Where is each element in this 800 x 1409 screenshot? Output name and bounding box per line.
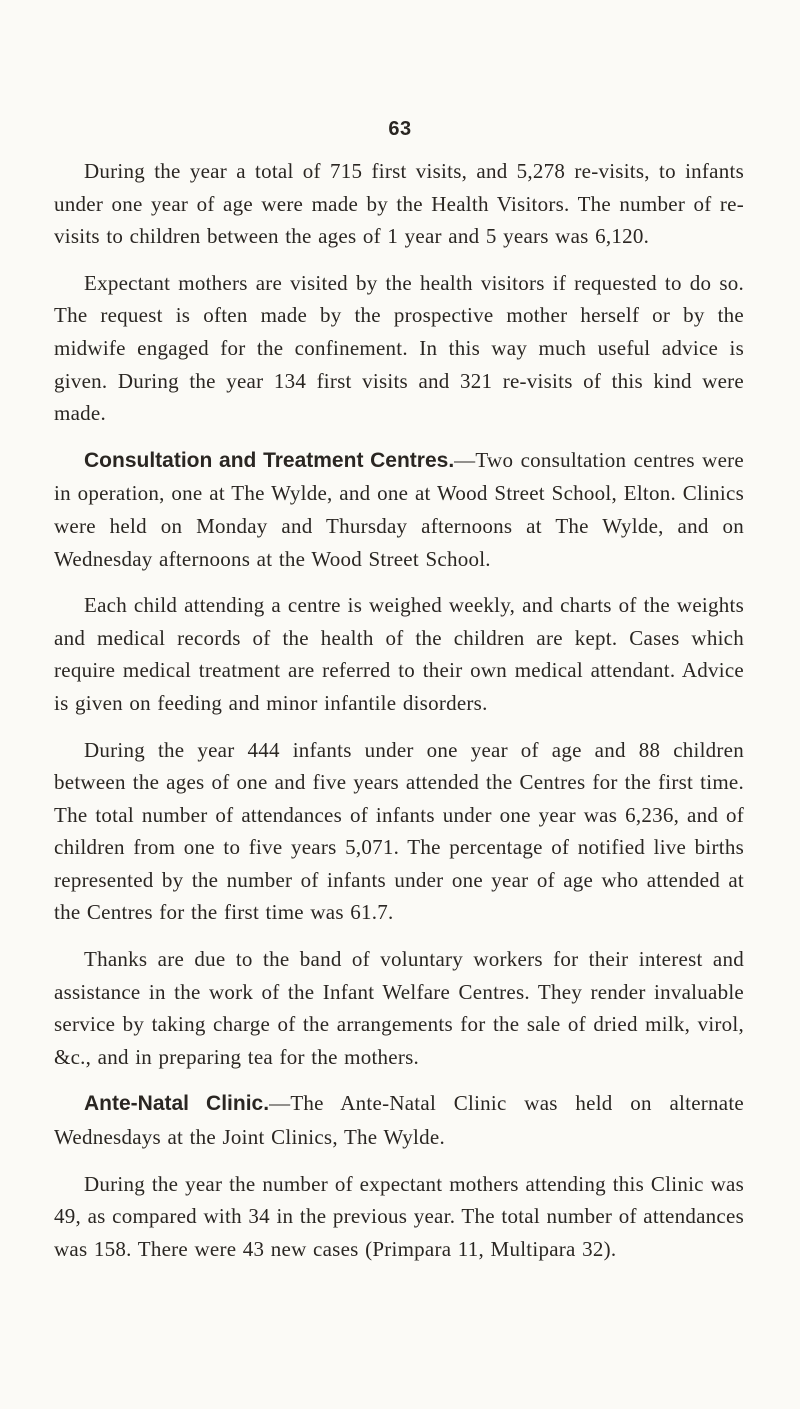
section-heading-ante-natal-clinic: Ante-Natal Clinic. — [84, 1092, 270, 1116]
body-text — [54, 155, 744, 1279]
paragraph-text: Each child attending a centre is weighed weekly, and charts of the weights and medical records of the health of the children are kept. Cases which require medical treatment are referred to their own medical attendant. Advice is given on feeding and minor infantile disorders. — [54, 593, 744, 715]
paragraph-ante-natal-attendance — [54, 1168, 744, 1266]
paragraph-text: —The Ante-Natal Clinic was held on alternate Wednesdays at the Joint Clinics, The Wylde. — [54, 1091, 744, 1150]
paragraph-expectant-mothers — [54, 267, 744, 430]
paragraph-voluntary-workers — [54, 943, 744, 1073]
paragraph-health-visitor-visits — [54, 155, 744, 253]
paragraph-text: Expectant mothers are visited by the health visitors if requested to do so. The request is often made by the prospective mother herself or by the midwife engaged for the confinement. In this way much useful advice is given. During the year 134 first visits and 321 re-visits of this kind were made. — [54, 270, 744, 426]
paragraph-ante-natal-clinic — [54, 1087, 744, 1153]
paragraph-attendance-figures — [54, 734, 744, 930]
paragraph-text: During the year the number of expectant mothers attending this Clinic was 49, as compared with 34 in the previous year. The total number of attendances was 158. There were 43 new cases (Primpara 11, Multipara 32). — [54, 1171, 744, 1261]
paragraph-text: During the year a total of 715 first visits, and 5,278 re-visits, to infants under one year of age were made by the Health Visitors. The number of re-visits to children between the ages of 1 year and 5 years was 6,120. — [54, 159, 744, 249]
paragraph-text: During the year 444 infants under one year of age and 88 children between the ages of one and five years attended the Centres for the first time. The total number of attendances of infants under one year was 6,236, and of children from one to five years 5,071. The percentage of notified live births represented by the number of infants under one year of age who attended at the Centres for the first time was 61.7. — [54, 737, 744, 925]
paragraph-consultation-centres — [54, 444, 744, 575]
paragraph-weighing-and-records — [54, 589, 744, 719]
paragraph-text: Thanks are due to the band of voluntary workers for their interest and assistance in the work of the Infant Welfare Centres. They render invaluable service by taking charge of the arrangements for the sale of dried milk, virol, &c., and in preparing tea for the mothers. — [54, 947, 744, 1069]
paragraph-text: —Two consultation centres were in operation, one at The Wylde, and one at Wood Street School, Elton. Clinics were held on Monday and Thursday afternoons at The Wylde, and on Wednesday afternoons at the Wood Street School. — [54, 447, 744, 571]
section-heading-consultation-centres: Consultation and Treatment Centres. — [84, 448, 455, 472]
page-number: 63 — [388, 118, 412, 140]
